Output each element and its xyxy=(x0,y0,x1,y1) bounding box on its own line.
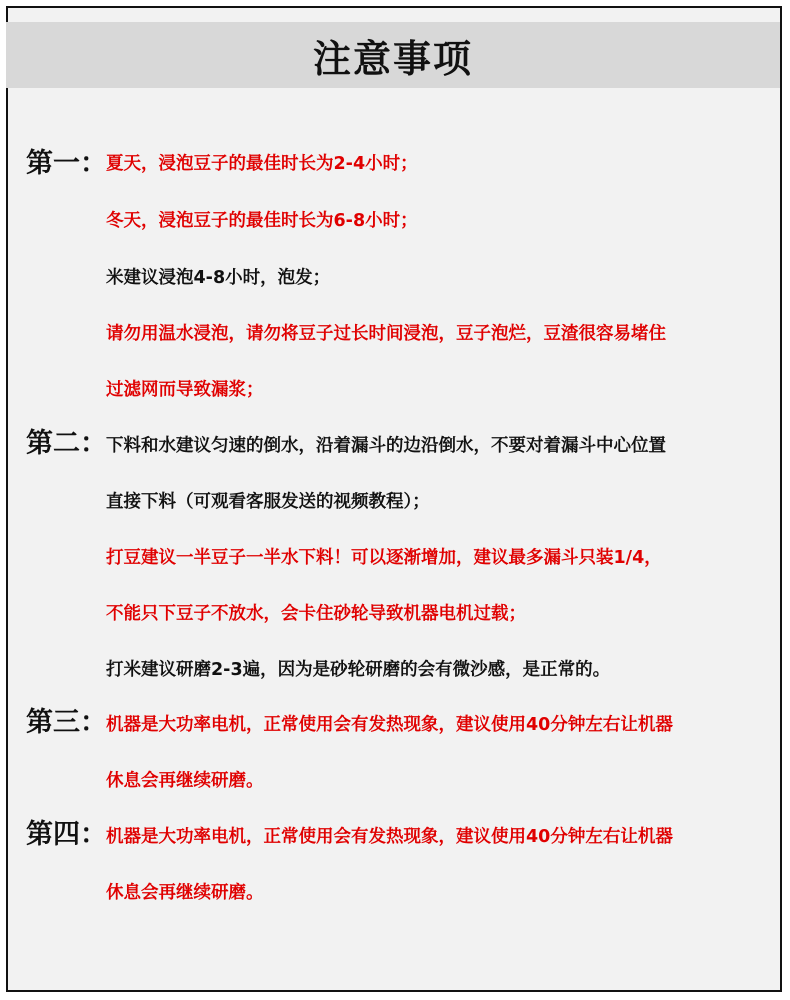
section-label-3: 第三： xyxy=(26,707,107,738)
section-3-line-1: 机器是大功率电机，正常使用会有发热现象，建议使用40分钟左右让机器 xyxy=(106,715,673,735)
section-2-line-5: 打米建议研磨2-3遍，因为是砂轮研磨的会有微沙感，是正常的。 xyxy=(106,660,611,680)
section-2-line-2: 直接下料（可观看客服发送的视频教程）； xyxy=(106,492,430,512)
section-2-line-4: 不能只下豆子不放水，会卡住砂轮导致机器电机过载； xyxy=(106,604,526,624)
section-label-4: 第四： xyxy=(26,819,107,850)
section-1-line-2: 冬天，浸泡豆子的最佳时长为6-8小时； xyxy=(106,211,418,231)
section-4-line-1: 机器是大功率电机，正常使用会有发热现象，建议使用40分钟左右让机器 xyxy=(106,827,673,847)
section-label-2: 第二： xyxy=(26,428,107,459)
section-2-line-1: 下料和水建议匀速的倒水，沿着漏斗的边沿倒水，不要对着漏斗中心位置 xyxy=(106,436,666,456)
section-1-line-3: 米建议浸泡4-8小时，泡发； xyxy=(106,268,331,288)
section-4-line-2: 休息会再继续研磨。 xyxy=(106,883,264,903)
section-2-line-3: 打豆建议一半豆子一半水下料！可以逐渐增加，建议最多漏斗只装1/4， xyxy=(106,548,662,568)
section-1-line-4: 请勿用温水浸泡，请勿将豆子过长时间浸泡，豆子泡烂，豆渣很容易堵住 xyxy=(106,324,666,344)
section-label-1: 第一： xyxy=(26,148,107,179)
section-1-line-1: 夏天，浸泡豆子的最佳时长为2-4小时； xyxy=(106,154,418,174)
page-title: 注意事项 xyxy=(312,36,473,81)
section-3-line-2: 休息会再继续研磨。 xyxy=(106,771,264,791)
section-1-line-5: 过滤网而导致漏浆； xyxy=(106,380,264,400)
